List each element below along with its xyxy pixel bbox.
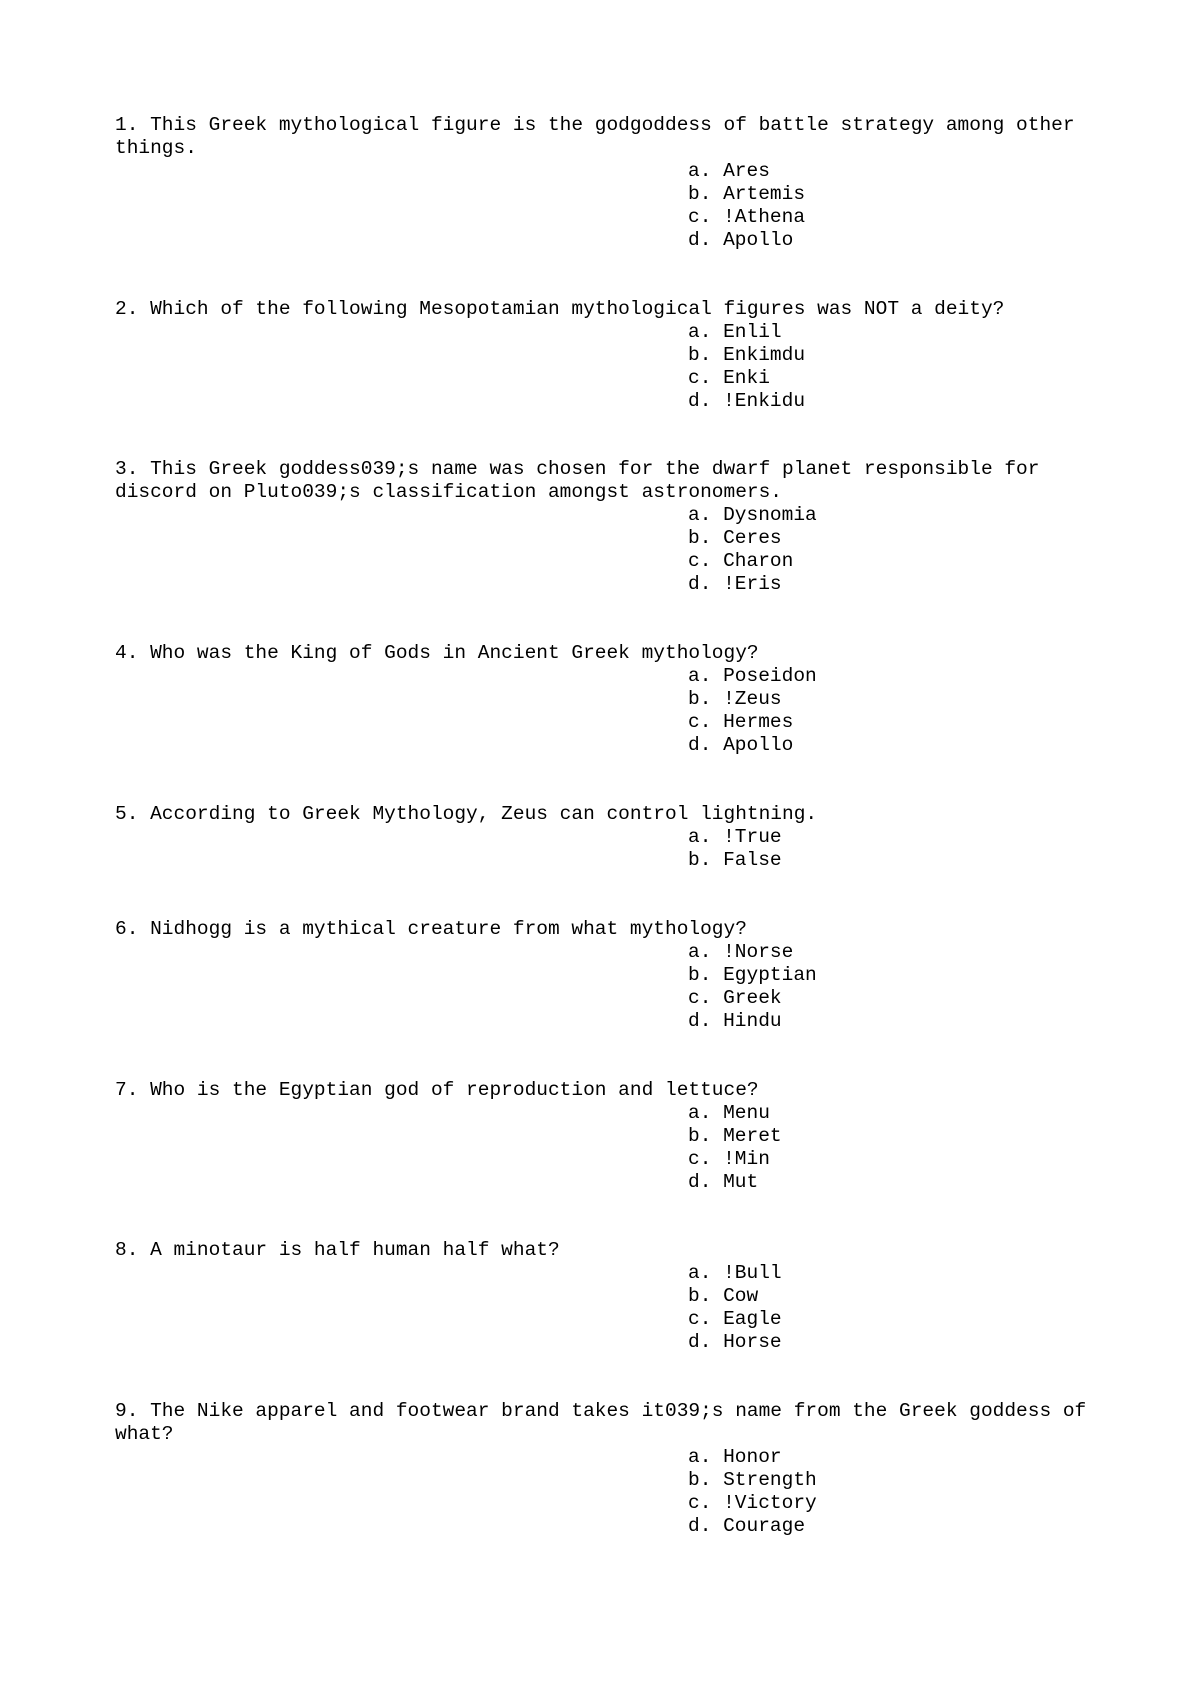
- answer-option-a: a. !Bull: [688, 1262, 782, 1284]
- answer-option-d: d. !Enkidu: [688, 390, 806, 412]
- answer-option-d: d. Hindu: [688, 1010, 782, 1032]
- question-text: 8. A minotaur is half human half what?: [115, 1239, 560, 1261]
- answer-option-c: c. !Min: [688, 1148, 770, 1170]
- question-7: [115, 1079, 1115, 1194]
- answer-option-b: b. Enkimdu: [688, 344, 806, 366]
- answer-option-c: c. !Victory: [688, 1492, 817, 1514]
- answer-option-a: a. Enlil: [688, 321, 782, 343]
- answer-option-a: a. !Norse: [688, 941, 794, 963]
- answer-options: [688, 1262, 1115, 1354]
- question-text: 3. This Greek goddess039;s name was chosen for the dwarf planet responsible for discord on Pluto039;s classification amongst astronomers.: [115, 458, 1040, 503]
- answer-options: [688, 941, 1115, 1033]
- answer-option-b: b. False: [688, 849, 782, 871]
- answer-option-a: a. Poseidon: [688, 665, 817, 687]
- answer-option-b: b. Meret: [688, 1125, 782, 1147]
- answer-option-d: d. Mut: [688, 1171, 759, 1193]
- question-1: [115, 114, 1115, 252]
- question-text: 9. The Nike apparel and footwear brand takes it039;s name from the Greek goddess of what?: [115, 1400, 1087, 1445]
- question-text: 5. According to Greek Mythology, Zeus can control lightning.: [115, 803, 818, 825]
- answer-option-a: a. Honor: [688, 1446, 782, 1468]
- answer-options: [688, 160, 1115, 252]
- question-2: [115, 298, 1115, 413]
- answer-options: [688, 826, 1115, 872]
- answer-option-c: c. !Athena: [688, 206, 806, 228]
- answer-option-b: b. Artemis: [688, 183, 806, 205]
- answer-options: [688, 1102, 1115, 1194]
- answer-option-b: b. !Zeus: [688, 688, 782, 710]
- question-text: 2. Which of the following Mesopotamian mythological figures was NOT a deity?: [115, 298, 1005, 320]
- answer-option-a: a. !True: [688, 826, 782, 848]
- answer-option-d: d. !Eris: [688, 573, 782, 595]
- question-8: [115, 1239, 1115, 1354]
- question-4: [115, 642, 1115, 757]
- answer-option-d: d. Courage: [688, 1515, 806, 1537]
- answer-option-a: a. Dysnomia: [688, 504, 817, 526]
- question-text: 4. Who was the King of Gods in Ancient Greek mythology?: [115, 642, 759, 664]
- question-text: 6. Nidhogg is a mythical creature from what mythology?: [115, 918, 747, 940]
- answer-options: [688, 1446, 1115, 1538]
- answer-option-d: d. Apollo: [688, 734, 794, 756]
- answer-option-d: d. Apollo: [688, 229, 794, 251]
- answer-option-a: a. Ares: [688, 160, 770, 182]
- question-3: [115, 458, 1115, 596]
- question-text: 1. This Greek mythological figure is the godgoddess of battle strategy among other things.: [115, 114, 1075, 159]
- answer-option-b: b. Cow: [688, 1285, 759, 1307]
- answer-option-c: c. Greek: [688, 987, 782, 1009]
- question-text: 7. Who is the Egyptian god of reproduction and lettuce?: [115, 1079, 759, 1101]
- answer-option-c: c. Eagle: [688, 1308, 782, 1330]
- answer-option-c: c. Hermes: [688, 711, 794, 733]
- answer-options: [688, 321, 1115, 413]
- question-6: [115, 918, 1115, 1033]
- answer-option-c: c. Enki: [688, 367, 770, 389]
- answer-options: [688, 504, 1115, 596]
- answer-option-d: d. Horse: [688, 1331, 782, 1353]
- answer-option-b: b. Strength: [688, 1469, 817, 1491]
- question-5: [115, 803, 1115, 872]
- answer-option-b: b. Egyptian: [688, 964, 817, 986]
- answer-option-c: c. Charon: [688, 550, 794, 572]
- answer-options: [688, 665, 1115, 757]
- question-9: [115, 1400, 1115, 1538]
- answer-option-b: b. Ceres: [688, 527, 782, 549]
- answer-option-a: a. Menu: [688, 1102, 770, 1124]
